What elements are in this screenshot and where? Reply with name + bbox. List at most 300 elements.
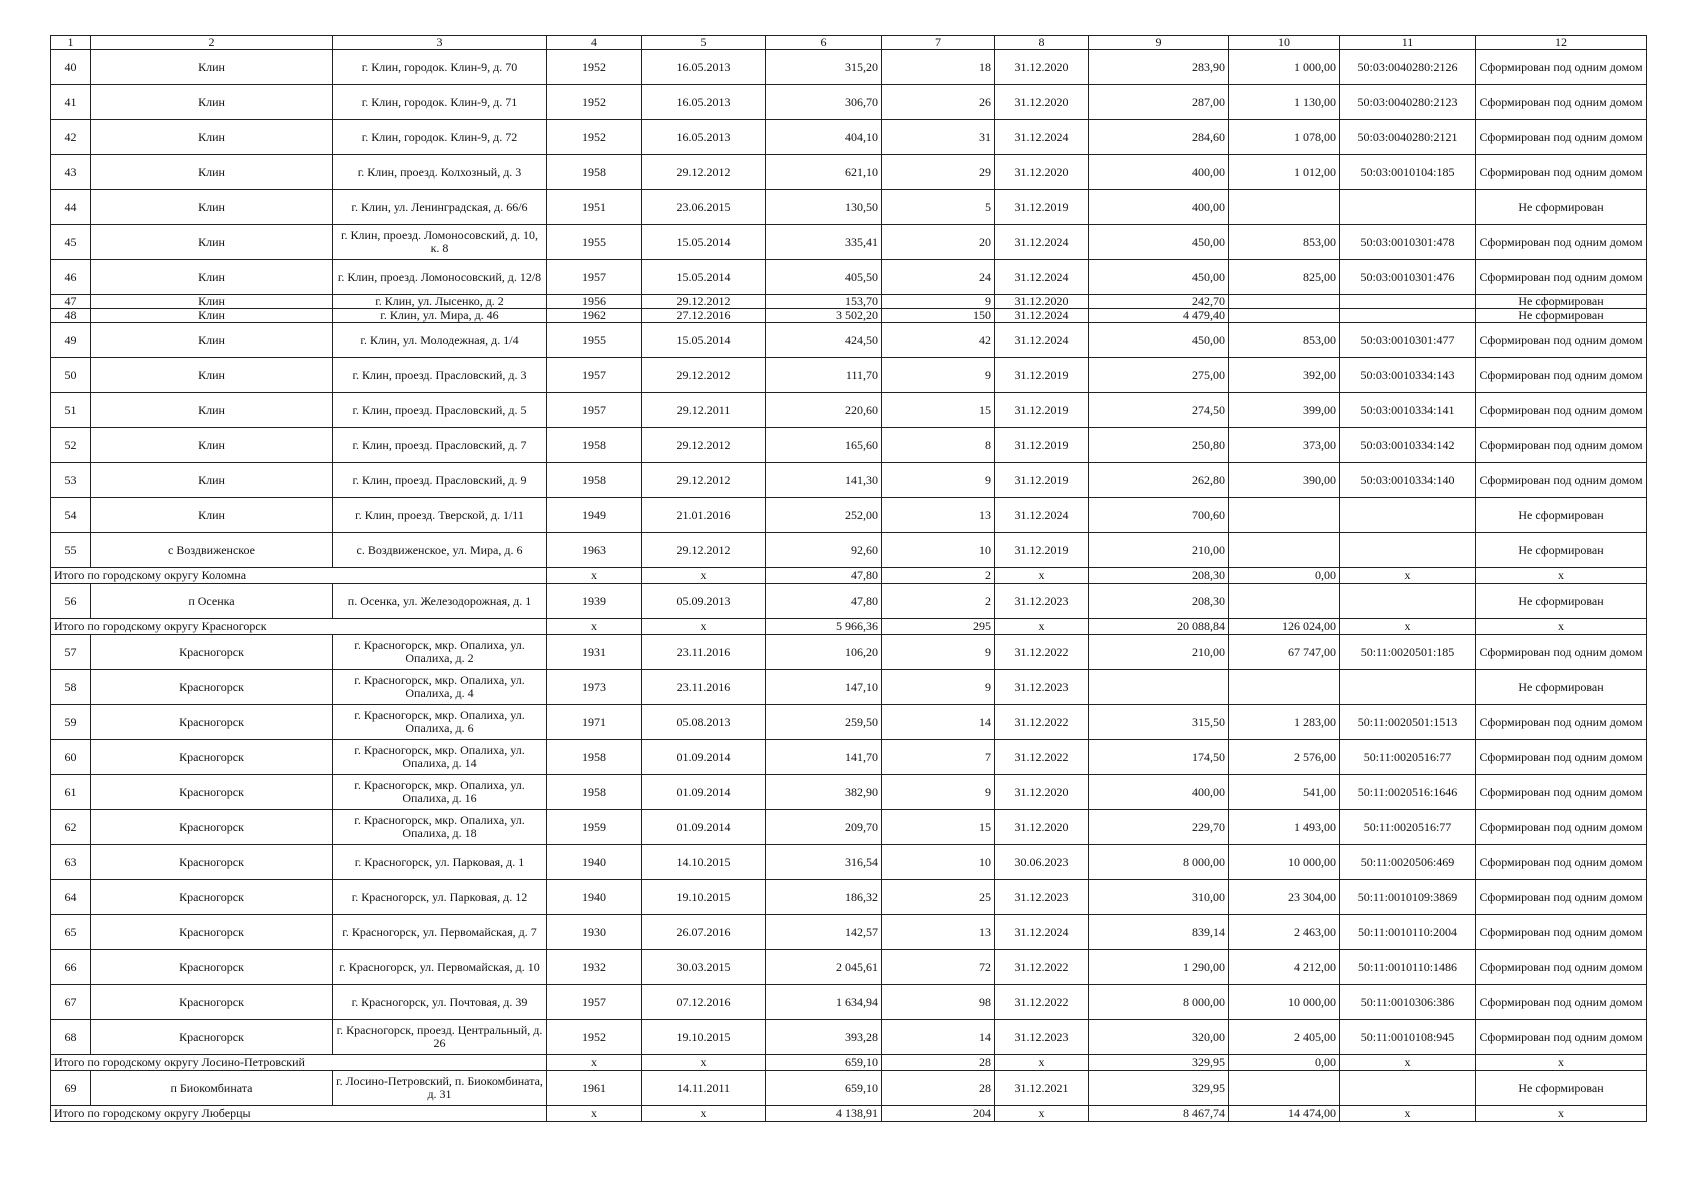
- cadastral-number: 50:03:0010334:141: [1340, 393, 1476, 428]
- address: г. Красногорск, ул. Первомайская, д. 10: [333, 950, 547, 985]
- address: г. Клин, городок. Клин-9, д. 72: [333, 120, 547, 155]
- cost: 284,60: [1089, 120, 1229, 155]
- settlement: Красногорск: [91, 845, 333, 880]
- settlement: Клин: [91, 295, 333, 309]
- table-row: [51, 985, 1647, 1020]
- table-row: [51, 428, 1647, 463]
- residents: 9: [882, 358, 995, 393]
- table-body: [51, 36, 1647, 1122]
- column-number: 1: [51, 36, 91, 50]
- column-number: 8: [995, 36, 1089, 50]
- settlement: п Осенка: [91, 584, 333, 619]
- residents: 28: [882, 1071, 995, 1106]
- residents: 150: [882, 309, 995, 323]
- settlement: Клин: [91, 428, 333, 463]
- deadline: 31.12.2020: [995, 810, 1089, 845]
- land-area: 67 747,00: [1229, 635, 1340, 670]
- residents: 25: [882, 880, 995, 915]
- subtotal-label: Итого по городскому округу Коломна: [51, 568, 547, 584]
- address: г. Клин, проезд. Прасловский, д. 3: [333, 358, 547, 393]
- residents: 14: [882, 1020, 995, 1055]
- year-built: 1931: [547, 635, 642, 670]
- cadastral-number: х: [1340, 1106, 1476, 1122]
- land-status: Не сформирован: [1476, 190, 1647, 225]
- land-area: 2 576,00: [1229, 740, 1340, 775]
- area: 142,57: [766, 915, 882, 950]
- residents: 204: [882, 1106, 995, 1122]
- land-area: 0,00: [1229, 568, 1340, 584]
- row-number: 58: [51, 670, 91, 705]
- year-built: 1952: [547, 50, 642, 85]
- row-number: 60: [51, 740, 91, 775]
- cadastral-number: х: [1340, 1055, 1476, 1071]
- column-number: 12: [1476, 36, 1647, 50]
- date: х: [642, 1055, 766, 1071]
- column-number: 4: [547, 36, 642, 50]
- land-status: Сформирован под одним домом: [1476, 845, 1647, 880]
- area: 659,10: [766, 1055, 882, 1071]
- deadline: 31.12.2019: [995, 533, 1089, 568]
- cadastral-number: 50:03:0040280:2121: [1340, 120, 1476, 155]
- row-number: 41: [51, 85, 91, 120]
- column-number: 11: [1340, 36, 1476, 50]
- settlement: Красногорск: [91, 635, 333, 670]
- cadastral-number: 50:03:0010334:140: [1340, 463, 1476, 498]
- table-row: [51, 635, 1647, 670]
- land-status: х: [1476, 1055, 1647, 1071]
- cadastral-number: [1340, 295, 1476, 309]
- row-number: 49: [51, 323, 91, 358]
- area: 153,70: [766, 295, 882, 309]
- residents: 15: [882, 393, 995, 428]
- area: 141,30: [766, 463, 882, 498]
- deadline: 31.12.2024: [995, 225, 1089, 260]
- subtotal-row: [51, 1106, 1647, 1122]
- address: г. Клин, проезд. Прасловский, д. 7: [333, 428, 547, 463]
- area: 141,70: [766, 740, 882, 775]
- residents: 18: [882, 50, 995, 85]
- area: 47,80: [766, 568, 882, 584]
- land-area: [1229, 309, 1340, 323]
- row-number: 43: [51, 155, 91, 190]
- area: 186,32: [766, 880, 882, 915]
- cadastral-number: [1340, 533, 1476, 568]
- residents: 5: [882, 190, 995, 225]
- land-area: 126 024,00: [1229, 619, 1340, 635]
- date: 21.01.2016: [642, 498, 766, 533]
- table-row: [51, 155, 1647, 190]
- cadastral-number: 50:11:0010110:2004: [1340, 915, 1476, 950]
- cost: 242,70: [1089, 295, 1229, 309]
- row-number: 46: [51, 260, 91, 295]
- settlement: Клин: [91, 225, 333, 260]
- area: 1 634,94: [766, 985, 882, 1020]
- year-built: 1961: [547, 1071, 642, 1106]
- date: 29.12.2012: [642, 155, 766, 190]
- land-area: 10 000,00: [1229, 845, 1340, 880]
- land-area: 10 000,00: [1229, 985, 1340, 1020]
- row-number: 66: [51, 950, 91, 985]
- land-area: 853,00: [1229, 323, 1340, 358]
- deadline: 31.12.2019: [995, 358, 1089, 393]
- residents: 13: [882, 498, 995, 533]
- year-built: 1949: [547, 498, 642, 533]
- table-row: [51, 463, 1647, 498]
- cadastral-number: 50:11:0020506:469: [1340, 845, 1476, 880]
- deadline: 31.12.2019: [995, 393, 1089, 428]
- land-area: [1229, 295, 1340, 309]
- address: г. Клин, проезд. Прасловский, д. 9: [333, 463, 547, 498]
- row-number: 40: [51, 50, 91, 85]
- land-area: 2 463,00: [1229, 915, 1340, 950]
- residents: 20: [882, 225, 995, 260]
- cadastral-number: [1340, 309, 1476, 323]
- land-area: 1 012,00: [1229, 155, 1340, 190]
- deadline: 31.12.2019: [995, 190, 1089, 225]
- settlement: Клин: [91, 463, 333, 498]
- cost: 8 000,00: [1089, 845, 1229, 880]
- land-status: Сформирован под одним домом: [1476, 323, 1647, 358]
- land-status: Не сформирован: [1476, 295, 1647, 309]
- cost: 4 479,40: [1089, 309, 1229, 323]
- address: г. Красногорск, проезд. Центральный, д. 26: [333, 1020, 547, 1055]
- residents: 2: [882, 584, 995, 619]
- year-built: 1958: [547, 428, 642, 463]
- deadline: 31.12.2024: [995, 915, 1089, 950]
- cadastral-number: 50:11:0010108:945: [1340, 1020, 1476, 1055]
- settlement: Красногорск: [91, 915, 333, 950]
- settlement: Красногорск: [91, 1020, 333, 1055]
- settlement: Клин: [91, 155, 333, 190]
- land-status: Сформирован под одним домом: [1476, 810, 1647, 845]
- land-status: Не сформирован: [1476, 1071, 1647, 1106]
- date: 05.08.2013: [642, 705, 766, 740]
- residents: 295: [882, 619, 995, 635]
- row-number: 50: [51, 358, 91, 393]
- date: 29.12.2012: [642, 533, 766, 568]
- year-built: 1957: [547, 358, 642, 393]
- area: 621,10: [766, 155, 882, 190]
- table-row: [51, 775, 1647, 810]
- settlement: Клин: [91, 190, 333, 225]
- year-built: 1955: [547, 225, 642, 260]
- cost: 310,00: [1089, 880, 1229, 915]
- land-area: 541,00: [1229, 775, 1340, 810]
- table-row: [51, 533, 1647, 568]
- cadastral-number: [1340, 670, 1476, 705]
- address: г. Клин, ул. Молодежная, д. 1/4: [333, 323, 547, 358]
- year-built: 1940: [547, 845, 642, 880]
- land-status: Сформирован под одним домом: [1476, 358, 1647, 393]
- deadline: 31.12.2022: [995, 985, 1089, 1020]
- year-built: 1963: [547, 533, 642, 568]
- row-number: 54: [51, 498, 91, 533]
- date: 26.07.2016: [642, 915, 766, 950]
- address: г. Красногорск, мкр. Опалиха, ул. Опалиха, д. 16: [333, 775, 547, 810]
- land-area: [1229, 190, 1340, 225]
- row-number: 68: [51, 1020, 91, 1055]
- settlement: п Биокомбината: [91, 1071, 333, 1106]
- column-number-row: [51, 36, 1647, 50]
- date: 23.11.2016: [642, 635, 766, 670]
- settlement: Красногорск: [91, 740, 333, 775]
- cost: 208,30: [1089, 568, 1229, 584]
- date: 14.11.2011: [642, 1071, 766, 1106]
- residents: 31: [882, 120, 995, 155]
- cost: 400,00: [1089, 190, 1229, 225]
- settlement: Клин: [91, 120, 333, 155]
- area: 92,60: [766, 533, 882, 568]
- table-row: [51, 323, 1647, 358]
- column-number: 7: [882, 36, 995, 50]
- cadastral-number: 50:11:0010110:1486: [1340, 950, 1476, 985]
- year-built: 1957: [547, 260, 642, 295]
- cost: 329,95: [1089, 1071, 1229, 1106]
- date: 14.10.2015: [642, 845, 766, 880]
- year-built: 1952: [547, 120, 642, 155]
- residents: 8: [882, 428, 995, 463]
- subtotal-label: Итого по городскому округу Лосино-Петровский: [51, 1055, 547, 1071]
- land-status: Сформирован под одним домом: [1476, 50, 1647, 85]
- date: 05.09.2013: [642, 584, 766, 619]
- date: 30.03.2015: [642, 950, 766, 985]
- deadline: 31.12.2019: [995, 428, 1089, 463]
- year-built: 1952: [547, 85, 642, 120]
- settlement: Клин: [91, 50, 333, 85]
- land-status: Сформирован под одним домом: [1476, 880, 1647, 915]
- residents: 10: [882, 533, 995, 568]
- land-status: Сформирован под одним домом: [1476, 705, 1647, 740]
- land-status: Не сформирован: [1476, 584, 1647, 619]
- land-area: 392,00: [1229, 358, 1340, 393]
- table-row: [51, 393, 1647, 428]
- cost: 8 000,00: [1089, 985, 1229, 1020]
- date: х: [642, 568, 766, 584]
- table-row: [51, 120, 1647, 155]
- deadline: 31.12.2023: [995, 1020, 1089, 1055]
- cadastral-number: 50:03:0040280:2123: [1340, 85, 1476, 120]
- residents: 9: [882, 775, 995, 810]
- residents: 7: [882, 740, 995, 775]
- date: х: [642, 1106, 766, 1122]
- land-status: Сформирован под одним домом: [1476, 985, 1647, 1020]
- land-status: Сформирован под одним домом: [1476, 85, 1647, 120]
- area: 111,70: [766, 358, 882, 393]
- settlement: с Воздвиженское: [91, 533, 333, 568]
- year-built: 1958: [547, 155, 642, 190]
- row-number: 67: [51, 985, 91, 1020]
- deadline: 30.06.2023: [995, 845, 1089, 880]
- residents: 98: [882, 985, 995, 1020]
- date: 19.10.2015: [642, 1020, 766, 1055]
- land-area: 14 474,00: [1229, 1106, 1340, 1122]
- year-built: 1957: [547, 985, 642, 1020]
- area: 315,20: [766, 50, 882, 85]
- land-area: 1 130,00: [1229, 85, 1340, 120]
- year-built: х: [547, 619, 642, 635]
- area: 209,70: [766, 810, 882, 845]
- settlement: Красногорск: [91, 810, 333, 845]
- settlement: Красногорск: [91, 880, 333, 915]
- cost: 1 290,00: [1089, 950, 1229, 985]
- deadline: 31.12.2019: [995, 463, 1089, 498]
- row-number: 42: [51, 120, 91, 155]
- land-status: х: [1476, 1106, 1647, 1122]
- area: 659,10: [766, 1071, 882, 1106]
- cost: 450,00: [1089, 260, 1229, 295]
- housing-table: [50, 35, 1647, 1122]
- area: 405,50: [766, 260, 882, 295]
- settlement: Красногорск: [91, 775, 333, 810]
- row-number: 56: [51, 584, 91, 619]
- land-area: 1 078,00: [1229, 120, 1340, 155]
- date: 29.12.2012: [642, 428, 766, 463]
- land-area: 4 212,00: [1229, 950, 1340, 985]
- cadastral-number: 50:03:0040280:2126: [1340, 50, 1476, 85]
- address: г. Красногорск, мкр. Опалиха, ул. Опалиха, д. 2: [333, 635, 547, 670]
- cadastral-number: 50:03:0010334:143: [1340, 358, 1476, 393]
- settlement: Красногорск: [91, 950, 333, 985]
- residents: 28: [882, 1055, 995, 1071]
- land-area: 23 304,00: [1229, 880, 1340, 915]
- cadastral-number: 50:03:0010334:142: [1340, 428, 1476, 463]
- cost: 700,60: [1089, 498, 1229, 533]
- address: г. Красногорск, ул. Парковая, д. 1: [333, 845, 547, 880]
- date: 27.12.2016: [642, 309, 766, 323]
- table-row: [51, 705, 1647, 740]
- row-number: 55: [51, 533, 91, 568]
- year-built: 1955: [547, 323, 642, 358]
- settlement: Клин: [91, 498, 333, 533]
- cost: 320,00: [1089, 1020, 1229, 1055]
- address: г. Красногорск, мкр. Опалиха, ул. Опалиха, д. 4: [333, 670, 547, 705]
- column-number: 5: [642, 36, 766, 50]
- address: г. Клин, проезд. Ломоносовский, д. 12/8: [333, 260, 547, 295]
- cadastral-number: х: [1340, 568, 1476, 584]
- date: 29.12.2011: [642, 393, 766, 428]
- date: 07.12.2016: [642, 985, 766, 1020]
- address: с. Воздвиженское, ул. Мира, д. 6: [333, 533, 547, 568]
- table-row: [51, 85, 1647, 120]
- year-built: 1958: [547, 463, 642, 498]
- settlement: Красногорск: [91, 670, 333, 705]
- land-area: 1 283,00: [1229, 705, 1340, 740]
- area: 382,90: [766, 775, 882, 810]
- date: 29.12.2012: [642, 463, 766, 498]
- column-number: 10: [1229, 36, 1340, 50]
- date: 16.05.2013: [642, 120, 766, 155]
- land-area: 399,00: [1229, 393, 1340, 428]
- cadastral-number: [1340, 498, 1476, 533]
- year-built: 1959: [547, 810, 642, 845]
- land-area: 1 000,00: [1229, 50, 1340, 85]
- residents: 42: [882, 323, 995, 358]
- subtotal-label: Итого по городскому округу Красногорск: [51, 619, 547, 635]
- row-number: 59: [51, 705, 91, 740]
- cost: 262,80: [1089, 463, 1229, 498]
- cadastral-number: [1340, 190, 1476, 225]
- table-row: [51, 498, 1647, 533]
- area: 5 966,36: [766, 619, 882, 635]
- cost: 315,50: [1089, 705, 1229, 740]
- subtotal-row: [51, 1055, 1647, 1071]
- land-area: [1229, 533, 1340, 568]
- address: п. Осенка, ул. Железодорожная, д. 1: [333, 584, 547, 619]
- cost: 400,00: [1089, 155, 1229, 190]
- cost: [1089, 670, 1229, 705]
- residents: 13: [882, 915, 995, 950]
- year-built: 1962: [547, 309, 642, 323]
- cadastral-number: 50:11:0020501:1513: [1340, 705, 1476, 740]
- land-status: Не сформирован: [1476, 309, 1647, 323]
- land-area: 2 405,00: [1229, 1020, 1340, 1055]
- area: 165,60: [766, 428, 882, 463]
- residents: 9: [882, 670, 995, 705]
- deadline: х: [995, 619, 1089, 635]
- land-status: Сформирован под одним домом: [1476, 950, 1647, 985]
- year-built: 1939: [547, 584, 642, 619]
- land-status: Сформирован под одним домом: [1476, 393, 1647, 428]
- date: 01.09.2014: [642, 740, 766, 775]
- residents: 29: [882, 155, 995, 190]
- area: 404,10: [766, 120, 882, 155]
- table-row: [51, 358, 1647, 393]
- address: г. Красногорск, мкр. Опалиха, ул. Опалиха, д. 14: [333, 740, 547, 775]
- year-built: 1956: [547, 295, 642, 309]
- cost: 400,00: [1089, 775, 1229, 810]
- cost: 229,70: [1089, 810, 1229, 845]
- settlement: Клин: [91, 309, 333, 323]
- area: 424,50: [766, 323, 882, 358]
- deadline: 31.12.2021: [995, 1071, 1089, 1106]
- table-row: [51, 740, 1647, 775]
- column-number: 6: [766, 36, 882, 50]
- column-number: 2: [91, 36, 333, 50]
- settlement: Клин: [91, 85, 333, 120]
- cost: 8 467,74: [1089, 1106, 1229, 1122]
- table-row: [51, 1020, 1647, 1055]
- deadline: х: [995, 1055, 1089, 1071]
- deadline: 31.12.2024: [995, 498, 1089, 533]
- address: г. Клин, проезд. Ломоносовский, д. 10, к. 8: [333, 225, 547, 260]
- cost: 287,00: [1089, 85, 1229, 120]
- deadline: 31.12.2022: [995, 950, 1089, 985]
- row-number: 47: [51, 295, 91, 309]
- deadline: 31.12.2022: [995, 705, 1089, 740]
- row-number: 53: [51, 463, 91, 498]
- address: г. Клин, проезд. Колхозный, д. 3: [333, 155, 547, 190]
- address: г. Клин, проезд. Прасловский, д. 5: [333, 393, 547, 428]
- land-area: [1229, 584, 1340, 619]
- deadline: х: [995, 568, 1089, 584]
- area: 106,20: [766, 635, 882, 670]
- date: 15.05.2014: [642, 323, 766, 358]
- cost: 839,14: [1089, 915, 1229, 950]
- residents: 26: [882, 85, 995, 120]
- deadline: 31.12.2024: [995, 260, 1089, 295]
- date: 16.05.2013: [642, 50, 766, 85]
- land-status: Не сформирован: [1476, 670, 1647, 705]
- land-area: 853,00: [1229, 225, 1340, 260]
- table-row: [51, 309, 1647, 323]
- land-status: Сформирован под одним домом: [1476, 915, 1647, 950]
- residents: 9: [882, 295, 995, 309]
- cost: 210,00: [1089, 635, 1229, 670]
- table-row: [51, 810, 1647, 845]
- table-row: [51, 190, 1647, 225]
- residents: 10: [882, 845, 995, 880]
- year-built: 1951: [547, 190, 642, 225]
